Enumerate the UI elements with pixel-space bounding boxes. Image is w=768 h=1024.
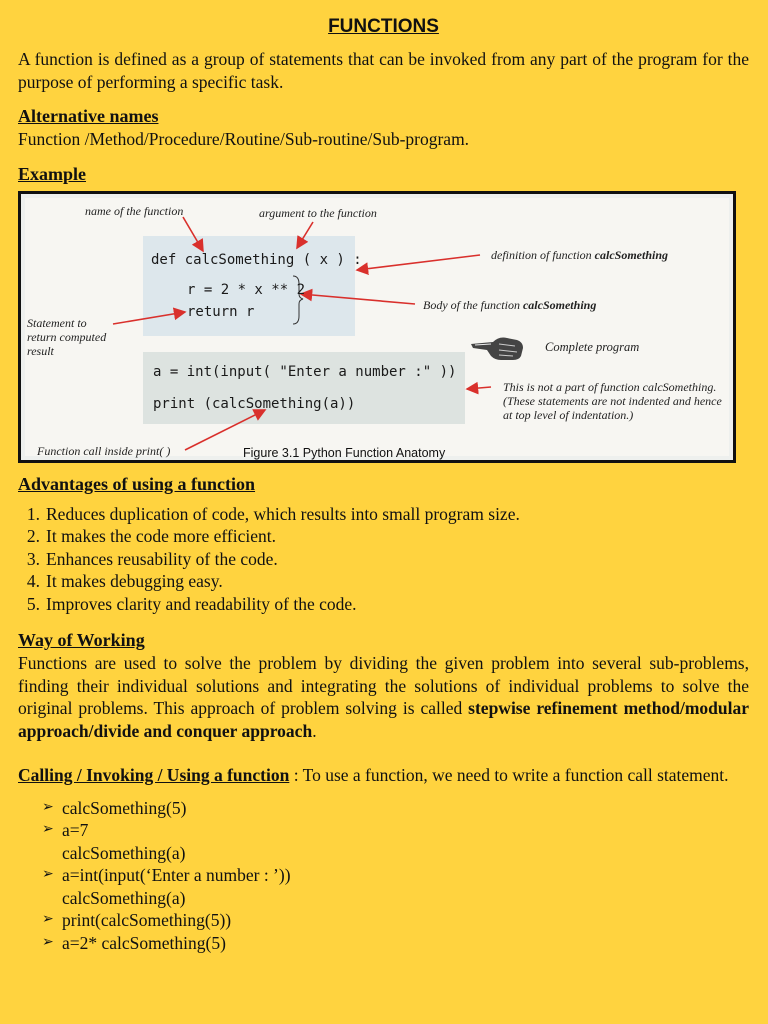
code-print-line: print (calcSomething(a)) [153, 395, 356, 412]
call-example-line: calcSomething(a) [62, 842, 186, 863]
call-example-item [18, 797, 749, 820]
label-complete-program: Complete program [545, 339, 640, 354]
code-input-line: a = int(input( "Enter a number :" )) [153, 363, 457, 380]
arrow-bullet-icon: ➢ [42, 912, 54, 927]
label-body-bold: calcSomething [522, 297, 597, 312]
call-example-line: calcSomething(5) [62, 797, 187, 818]
call-example-line: calcSomething(a) [62, 887, 186, 908]
advantage-text: It makes debugging easy. [46, 571, 223, 591]
code-body-line2: return r [187, 303, 255, 320]
advantage-text: It makes the code more efficient. [46, 526, 276, 546]
call-example-line: a=int(input(‘Enter a number : ’)) [62, 865, 291, 885]
arrow-bullet-icon: ➢ [42, 867, 54, 882]
example-heading: Example [18, 163, 87, 184]
label-body-text: Body of the function [423, 297, 520, 312]
advantage-number: 5. [26, 593, 40, 614]
label-body [423, 298, 596, 312]
pointing-hand-icon [471, 337, 523, 360]
call-example-item [18, 864, 749, 909]
advantages-list [18, 503, 749, 616]
arrow-function-name [183, 217, 203, 251]
function-anatomy-figure [18, 191, 736, 463]
code-body-line1: r = 2 * x ** 2 [187, 281, 306, 298]
label-argument: argument to the function [259, 205, 377, 220]
label-definition-text: definition of function [491, 247, 592, 262]
call-example-item [18, 819, 749, 864]
figure-caption: Figure 3.1 Python Function Anatomy [243, 445, 446, 460]
call-example-item [18, 932, 749, 955]
advantage-number: 4. [26, 571, 40, 591]
label-return [27, 316, 106, 358]
arrow-bullet-icon: ➢ [42, 799, 54, 815]
page-title: FUNCTIONS [328, 16, 439, 37]
arrow-argument [297, 222, 313, 248]
working-end: . [312, 720, 317, 741]
label-return-line1: Statement to [27, 315, 87, 330]
label-not-part-line1: This is not a part of function calcSomething. [503, 379, 717, 394]
working-bold: stepwise refinement method/modular approach/divide and conquer approach [18, 698, 749, 741]
label-not-part-line3: at top level of indentation.) [503, 407, 634, 422]
advantage-number: 3. [26, 548, 40, 569]
arrow-bullet-icon: ➢ [42, 934, 54, 950]
label-return-line2: return computed [27, 329, 107, 344]
label-definition-bold: calcSomething [594, 247, 669, 262]
arrow-bullet-icon: ➢ [42, 822, 54, 837]
advantage-item [18, 593, 749, 616]
advantage-text: Enhances reusability of the code. [46, 548, 278, 569]
alt-names-text: Function /Method/Procedure/Routine/Sub-routine/Sub-program. [18, 129, 470, 149]
calling-paragraph [18, 764, 749, 787]
advantage-item [18, 570, 749, 593]
label-function-call: Function call inside print( ) [37, 443, 171, 458]
advantage-item [18, 525, 749, 548]
advantage-item [18, 548, 749, 571]
arrow-body [301, 294, 415, 304]
advantage-text: Reduces duplication of code, which results into small program size. [46, 503, 520, 524]
label-definition [491, 248, 668, 262]
label-not-part [503, 380, 722, 422]
call-example-line: a=7 [62, 820, 89, 840]
figure-canvas [25, 198, 729, 460]
advantages-heading: Advantages of using a function [18, 473, 256, 494]
arrow-call [185, 410, 265, 450]
annotation-arrows [25, 198, 735, 462]
arrow-definition [357, 255, 480, 270]
label-function-name: name of the function [85, 203, 184, 218]
advantage-number: 1. [26, 503, 40, 524]
code-def-line: def calcSomething ( x ) : [151, 251, 362, 268]
call-example-line: print(calcSomething(5)) [62, 910, 232, 930]
label-not-part-line2: (These statements are not indented and hence [503, 393, 722, 408]
alt-names-heading: Alternative names [18, 106, 159, 126]
calling-heading: Calling / Invoking / Using a function [18, 765, 290, 785]
label-return-line3: result [27, 343, 54, 358]
calling-list [18, 797, 749, 955]
working-heading: Way of Working [18, 630, 145, 650]
call-example-item [18, 909, 749, 932]
intro-paragraph: A function is defined as a group of statements that can be invoked from any part of the program for the purpose of performing a specific task. [18, 49, 749, 92]
advantage-item [18, 503, 749, 526]
advantage-number: 2. [26, 526, 40, 546]
calling-text: : To use a function, we need to write a function call statement. [289, 765, 729, 785]
working-paragraph [18, 652, 749, 742]
arrow-return [113, 312, 185, 324]
arrow-not-part [467, 387, 491, 389]
call-example-line: a=2* calcSomething(5) [62, 932, 226, 953]
working-text: Functions are used to solve the problem by dividing the given problem into several sub-problems, finding their individual solutions and integrating the solutions of individual problems to solve the original problems. This approach of problem solving is called [18, 653, 749, 718]
advantage-text: Improves clarity and readability of the code. [46, 593, 357, 614]
document-page [18, 14, 749, 954]
